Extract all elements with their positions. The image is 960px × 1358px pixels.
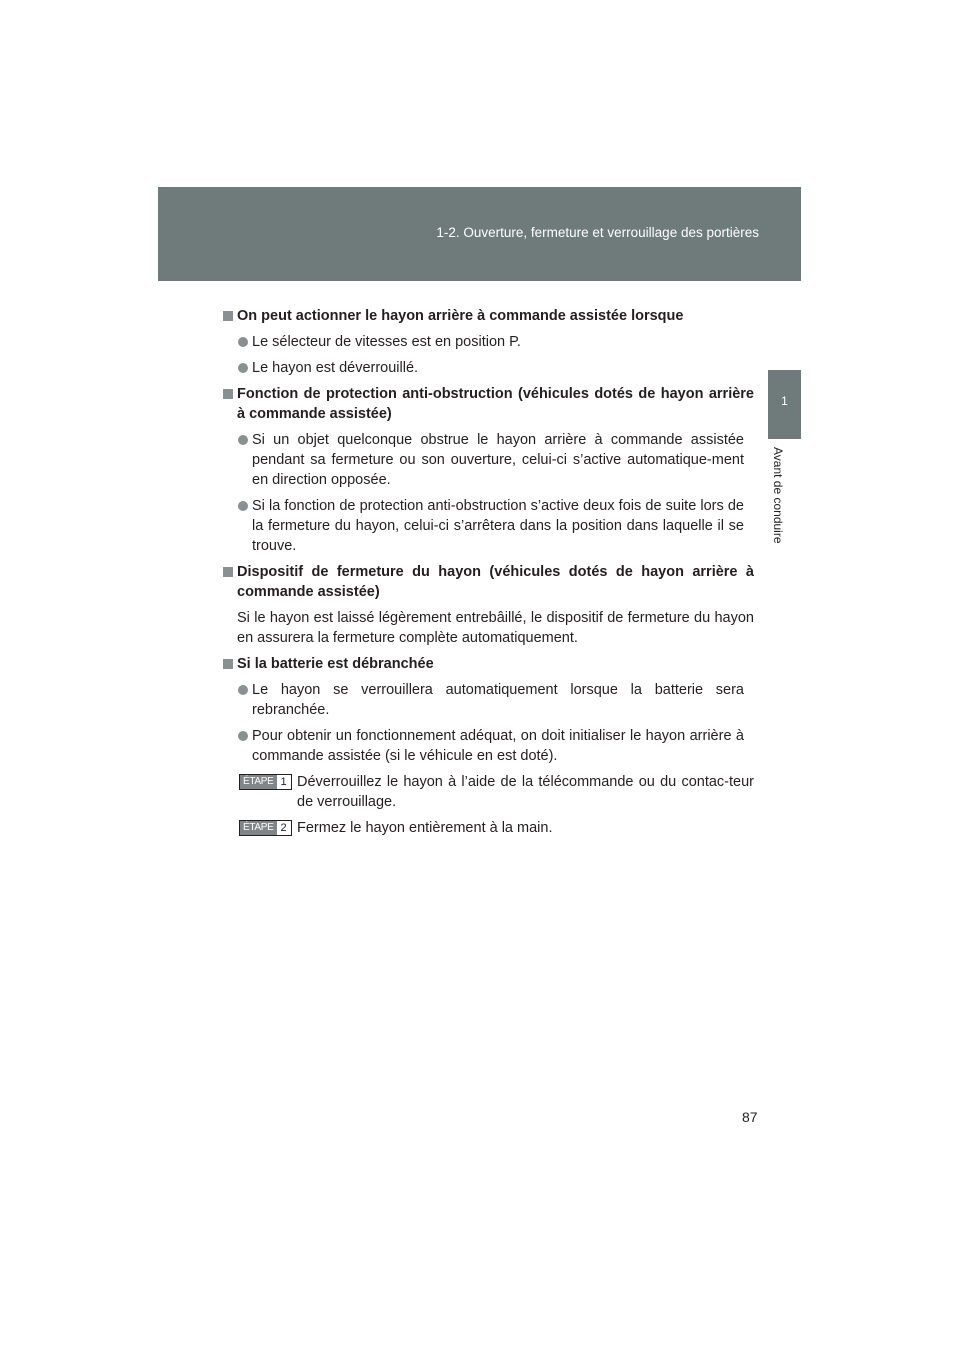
circle-bullet-icon <box>238 731 248 741</box>
circle-bullet-icon <box>238 337 248 347</box>
page-number: 87 <box>742 1109 758 1125</box>
section-heading-text: On peut actionner le hayon arrière à commande assistée lorsque <box>237 308 684 324</box>
section-heading-text: Si la batterie est débranchée <box>237 656 434 672</box>
chapter-tab <box>768 370 801 439</box>
step-badge <box>239 774 292 790</box>
list-item-text: Pour obtenir un fonctionnement adéquat, on doit initialiser le hayon arrière à commande assistée (si le véhicule en est doté). <box>252 728 744 764</box>
circle-bullet-icon <box>238 501 248 511</box>
step-badge-number: 2 <box>277 821 291 835</box>
chapter-title: 1-2. Ouverture, fermeture et verrouillage des portières <box>436 225 759 240</box>
chapter-tab-number: 1 <box>781 394 788 408</box>
circle-bullet-icon <box>238 685 248 695</box>
step-badge-label: ÉTAPE <box>240 775 277 789</box>
list-item-text: Le sélecteur de vitesses est en position P. <box>252 334 521 350</box>
step-badge-label: ÉTAPE <box>240 821 277 835</box>
square-bullet-icon <box>223 659 233 669</box>
list-item <box>222 496 754 556</box>
list-item-text: Le hayon se verrouillera automatiquement lorsque la batterie sera rebranchée. <box>252 682 744 718</box>
section-heading <box>222 562 754 602</box>
step-item <box>222 772 754 812</box>
list-item <box>222 680 754 720</box>
section-heading <box>222 654 754 674</box>
step-badge <box>239 820 292 836</box>
step-item <box>222 818 754 838</box>
section-paragraph: Si le hayon est laissé légèrement entrebâillé, le dispositif de fermeture du hayon en assurera la fermeture complète automatiquement. <box>237 610 754 646</box>
step-text: Déverrouillez le hayon à l’aide de la télécommande ou du contac-teur de verrouillage. <box>297 774 754 810</box>
step-badge-number: 1 <box>277 775 291 789</box>
list-item <box>222 726 754 766</box>
square-bullet-icon <box>223 567 233 577</box>
list-item <box>222 358 754 378</box>
circle-bullet-icon <box>238 363 248 373</box>
square-bullet-icon <box>223 389 233 399</box>
chapter-side-label-text: Avant de conduire <box>771 447 785 544</box>
section-heading-text: Fonction de protection anti-obstruction (véhicules dotés de hayon arrière à commande assistée) <box>237 386 754 422</box>
step-text: Fermez le hayon entièrement à la main. <box>297 820 553 836</box>
page-content <box>222 306 754 844</box>
section-heading <box>222 384 754 424</box>
chapter-header <box>158 187 801 281</box>
list-item-text: Si la fonction de protection anti-obstruction s’active deux fois de suite lors de la fermeture du hayon, celui-ci s’arrêtera dans la position dans laquelle il se trouve. <box>252 498 744 554</box>
list-item <box>222 332 754 352</box>
list-item <box>222 430 754 490</box>
list-item-text: Le hayon est déverrouillé. <box>252 360 419 376</box>
section-heading-text: Dispositif de fermeture du hayon (véhicules dotés de hayon arrière à commande assistée) <box>237 564 754 600</box>
circle-bullet-icon <box>238 435 248 445</box>
chapter-side-label <box>771 447 795 567</box>
square-bullet-icon <box>223 311 233 321</box>
section-heading <box>222 306 754 326</box>
list-item-text: Si un objet quelconque obstrue le hayon arrière à commande assistée pendant sa fermeture ou son ouverture, celui-ci s’active automatique-ment en direction opposée. <box>252 432 744 488</box>
